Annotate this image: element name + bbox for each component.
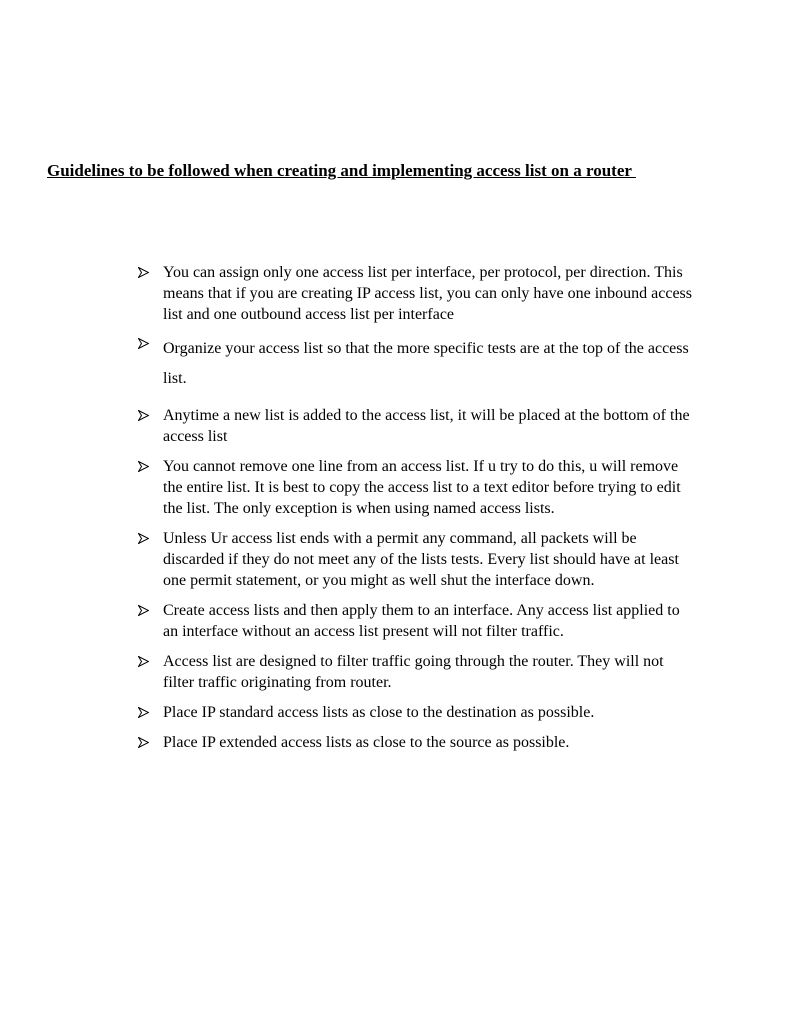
list-item — [138, 456, 698, 519]
guideline-text: Place IP extended access lists as close to the source as possible. — [163, 734, 570, 751]
arrowhead-bullet-icon — [138, 528, 152, 549]
page-title: Guidelines to be followed when creating and implementing access list on a router — [47, 161, 636, 180]
arrowhead-bullet-icon — [138, 702, 152, 723]
guideline-text: Create access lists and then apply them to an interface. Any access list applied to an interface without an access list present will not filter traffic. — [163, 602, 680, 640]
guideline-text: Place IP standard access lists as close to the destination as possible. — [163, 704, 595, 721]
guideline-list — [138, 262, 698, 762]
arrowhead-bullet-icon — [138, 262, 152, 283]
guideline-text: Organize your access list so that the more specific tests are at the top of the access list. — [163, 340, 689, 387]
arrowhead-bullet-icon — [138, 732, 152, 753]
list-item — [138, 651, 698, 693]
arrowhead-bullet-icon — [138, 651, 152, 672]
arrowhead-bullet-icon — [138, 333, 152, 354]
list-item — [138, 262, 698, 325]
guideline-text: You cannot remove one line from an access list. If u try to do this, u will remove the entire list. It is best to copy the access list to a text editor before trying to edit the list. The only exception is when using named access lists. — [163, 458, 681, 517]
list-item — [138, 600, 698, 642]
list-item — [138, 334, 698, 394]
guideline-text: Access list are designed to filter traffic going through the router. They will not filter traffic originating from router. — [163, 653, 664, 691]
list-item — [138, 405, 698, 447]
guideline-text: You can assign only one access list per interface, per protocol, per direction. This means that if you are creating IP access list, you can only have one inbound access list and one outbound access list per interface — [163, 264, 693, 323]
list-item — [138, 732, 698, 753]
arrowhead-bullet-icon — [138, 600, 152, 621]
list-item — [138, 702, 698, 723]
arrowhead-bullet-icon — [138, 405, 152, 426]
list-item — [138, 528, 698, 591]
guideline-text: Unless Ur access list ends with a permit any command, all packets will be discarded if they do not meet any of the lists tests. Every list should have at least one permit statement, or you might as well shut the interface down. — [163, 530, 679, 589]
guideline-text: Anytime a new list is added to the access list, it will be placed at the bottom of the access list — [163, 407, 690, 445]
arrowhead-bullet-icon — [138, 456, 152, 477]
